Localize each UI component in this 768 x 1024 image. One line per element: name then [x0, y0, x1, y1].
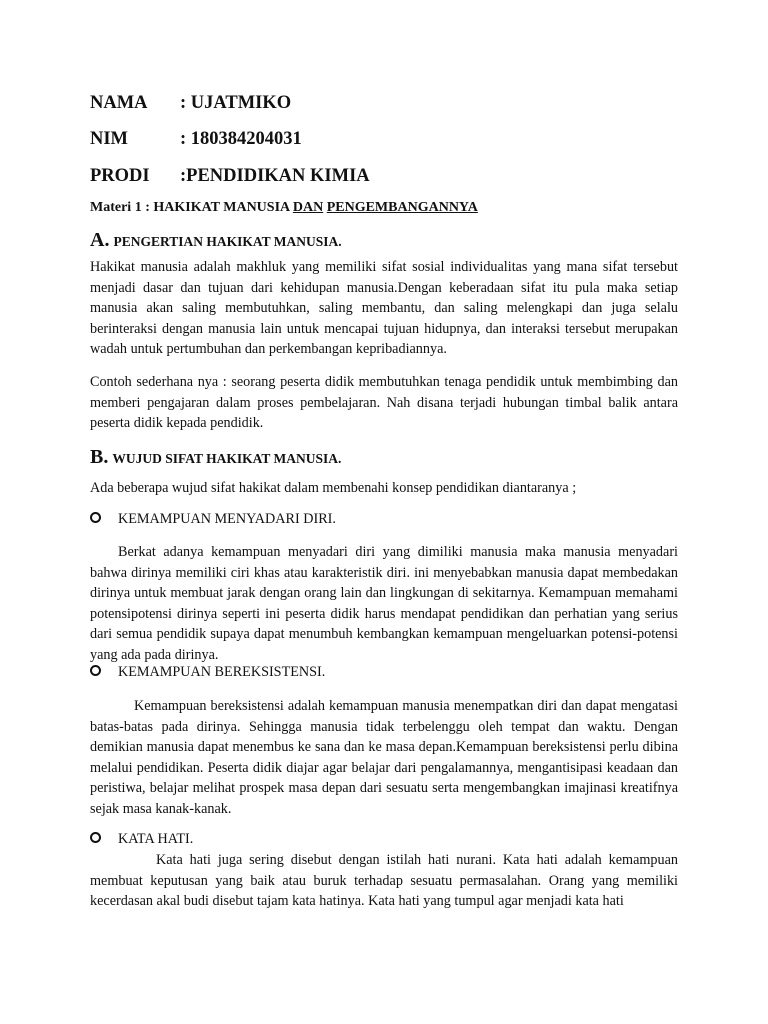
- nama-value: : UJATMIKO: [180, 93, 292, 113]
- section-a-paragraph-1: Hakikat manusia adalah makhluk yang memiliki sifat sosial individualitas yang mana sifat tersebut menjadi dasar dan tujuan dari kehidupan manusia.Dengan keberadaan sifat itu pula maka setiap manusia akan saling membutuhkan, saling membantu, dan saling melengkapi dan juga selalu berinteraksi dengan manusia lain untuk mencapai tujuan hidupnya, dan interaksi tersebut merupakan wadah untuk pertumbuhan dan perkembangan kepribadiannya.: [90, 259, 678, 358]
- prodi-value: :PENDIDIKAN KIMIA: [180, 166, 370, 186]
- bullet-heading: KEMAMPUAN MENYADARI DIRI.: [118, 511, 336, 527]
- nama-label: NAMA: [90, 93, 148, 113]
- name-row: [90, 93, 292, 114]
- section-b-heading: [90, 446, 341, 469]
- bullet-heading: KEMAMPUAN BEREKSISTENSI.: [118, 664, 326, 680]
- prodi-label: PRODI: [90, 166, 150, 186]
- materi-pengembangan: PENGEMBANGANNYA: [326, 200, 478, 215]
- section-a-title: PENGERTIAN HAKIKAT MANUSIA.: [113, 234, 342, 249]
- bullet-item: [90, 511, 336, 528]
- bullet-item: [90, 664, 325, 681]
- materi-prefix: Materi 1 : HAKIKAT MANUSIA: [90, 200, 293, 215]
- section-b-letter: B.: [90, 446, 109, 468]
- prodi-row: [90, 166, 370, 187]
- section-b-title: WUJUD SIFAT HAKIKAT MANUSIA.: [112, 451, 342, 466]
- section-b-intro: Ada beberapa wujud sifat hakikat dalam membenahi konsep pendidikan diantaranya ;: [90, 480, 577, 496]
- section-a-paragraph-2: Contoh sederhana nya : seorang peserta didik membutuhkan tenaga pendidik untuk membimbing dan memberi pengajaran dalam proses pembelajaran. Nah disana terjadi hubungan timbal balik antara peserta didik kepada pendidik.: [90, 374, 678, 432]
- bullet-circle-icon: [90, 512, 101, 523]
- bullet-heading: KATA HATI.: [118, 831, 194, 847]
- nim-label: NIM: [90, 129, 129, 149]
- bullet-body: Kata hati juga sering disebut dengan istilah hati nurani. Kata hati adalah kemampuan membuat keputusan yang baik atau buruk terhadap sesuatu permasalahan. Orang yang memiliki kecerdasan akal budi disebut tajam kata hatinya. Kata hati yang tumpul agar menjadi kata hati: [90, 852, 678, 910]
- bullet-body: Kemampuan bereksistensi adalah kemampuan manusia menempatkan diri dan dapat mengatasi batas-batas pada dirinya. Sehingga manusia tidak terbelenggu oleh tempat dan waktu. Dengan demikian manusia dapat menembus ke sana dan ke masa depan.Kemampuan bereksistensi perlu dibina melalui pendidikan. Peserta didik diajar agar belajar dari pengalamannya, mengantisipasi keadaan dan peristiwa, belajar melihat prospek masa depan dari sesuatu serta mengembangkan imajinasi kreatifnya sejak masa kanak-kanak.: [90, 698, 678, 817]
- bullet-circle-icon: [90, 665, 101, 676]
- materi-heading: [90, 200, 478, 216]
- bullet-circle-icon: [90, 832, 101, 843]
- bullet-item: [90, 831, 193, 848]
- materi-dan: DAN: [292, 200, 324, 215]
- bullet-body: Berkat adanya kemampuan menyadari diri yang dimiliki manusia maka manusia menyadari bahwa dirinya memiliki ciri khas atau karakteristik diri. ini menyebabkan manusia dapat membedakan dirinya untuk membuat jarak dengan orang lain dan lingkungan di sekitarnya. Kemampuan memahami potensipotensi dirinya seperti ini peserta didik harus mendapat pendidikan dan perhatian yang serius dari semua pendidik supaya dapat menumbuh kembangkan kemampuan mengeluarkan potensi-potensi yang ada pada dirinya.: [90, 544, 678, 663]
- section-a-letter: A.: [90, 229, 110, 251]
- section-a-heading: [90, 229, 342, 252]
- nim-row: [90, 129, 302, 150]
- nim-value: : 180384204031: [180, 129, 302, 149]
